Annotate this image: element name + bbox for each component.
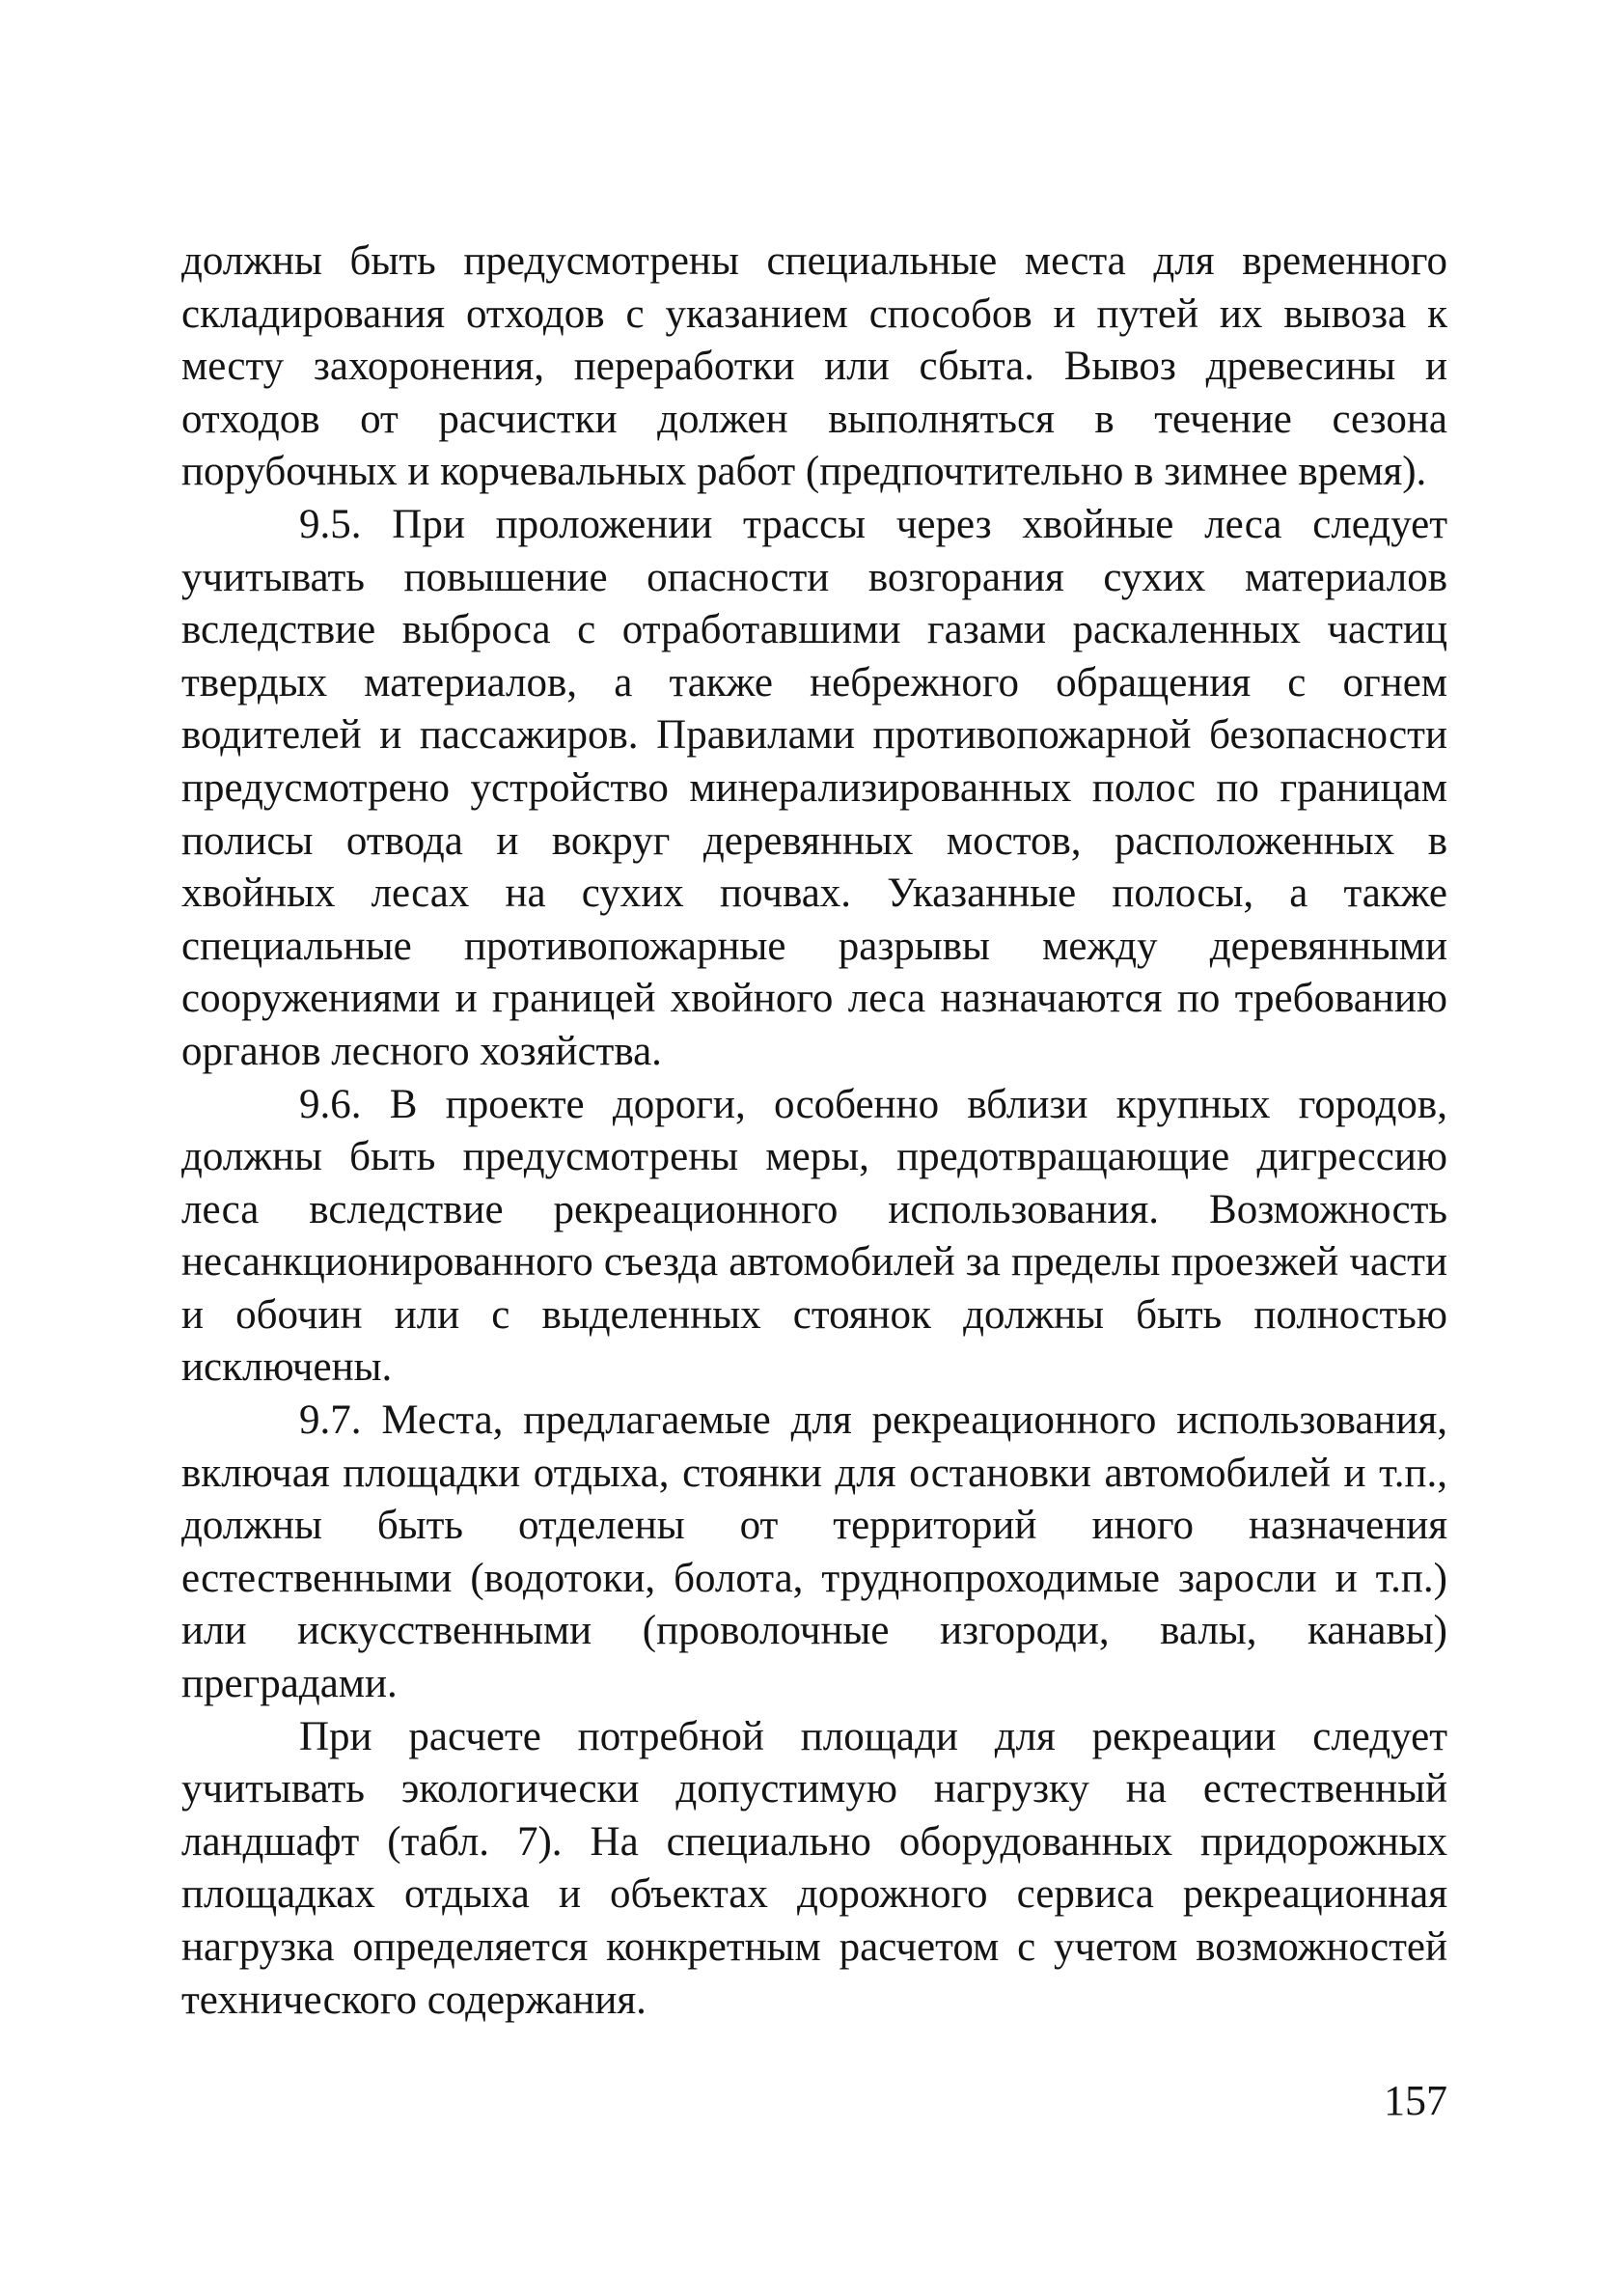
body-text xyxy=(181,235,1447,2027)
paragraph-section-9-5: 9.5. При проложении трассы через хвойные леса следует учитывать повышение опасности возгорания сухих материалов вследствие выброса с отработавшими газами раскаленных частиц твердых материалов, а также небрежного обращения с огнем водителей и пассажиров. Правилами противопожарной безопасности предусмотрено устройство минерализированных полос по границам полисы отвода и вокруг деревянных мостов, расположенных в хвойных лесах на сухих почвах. Указанные полосы, а также специальные противопожарные разрывы между деревянными сооружениями и границей хвойного леса назначаются по требованию органов лесного хозяйства. xyxy=(181,501,1447,1074)
paragraph-section-9-7: 9.7. Места, предлагаемые для рекреационного использования, включая площадки отдыха, стоянки для остановки автомобилей и т.п., должны быть отделены от территорий иного назначения естественными (водотоки, болота, труднопроходимые заросли и т.п.) или искусственными (проволочные изгороди, валы, канавы) преградами. xyxy=(181,1397,1447,1707)
paragraph-continuation: должны быть предусмотрены специальные места для временного складирования отходов с указанием способов и путей их вывоза к месту захоронения, переработки или сбыта. Вывоз древесины и отходов от расчистки должен выполняться в течение сезона порубочных и корчевальных работ (предпочтительно в зимнее время). xyxy=(181,238,1447,495)
paragraph-recreation-calculation: При расчете потребной площади для рекреации следует учитывать экологически допустимую нагрузку на естественный ландшафт (табл. 7). На специально оборудованных придорожных площадках отдыха и объектах дорожного сервиса рекреационная нагрузка определяется конкретным расчетом с учетом возможностей технического содержания. xyxy=(181,1713,1447,2023)
page-number: 157 xyxy=(1384,2077,1447,2124)
paragraph-section-9-6: 9.6. В проекте дороги, особенно вблизи крупных городов, должны быть предусмотрены меры, предотвращающие дигрессию леса вследствие рекреационного использования. Возможность несанкционированного съезда автомобилей за пределы проезжей части и обочин или с выделенных стоянок должны быть полностью исключены. xyxy=(181,1081,1447,1391)
